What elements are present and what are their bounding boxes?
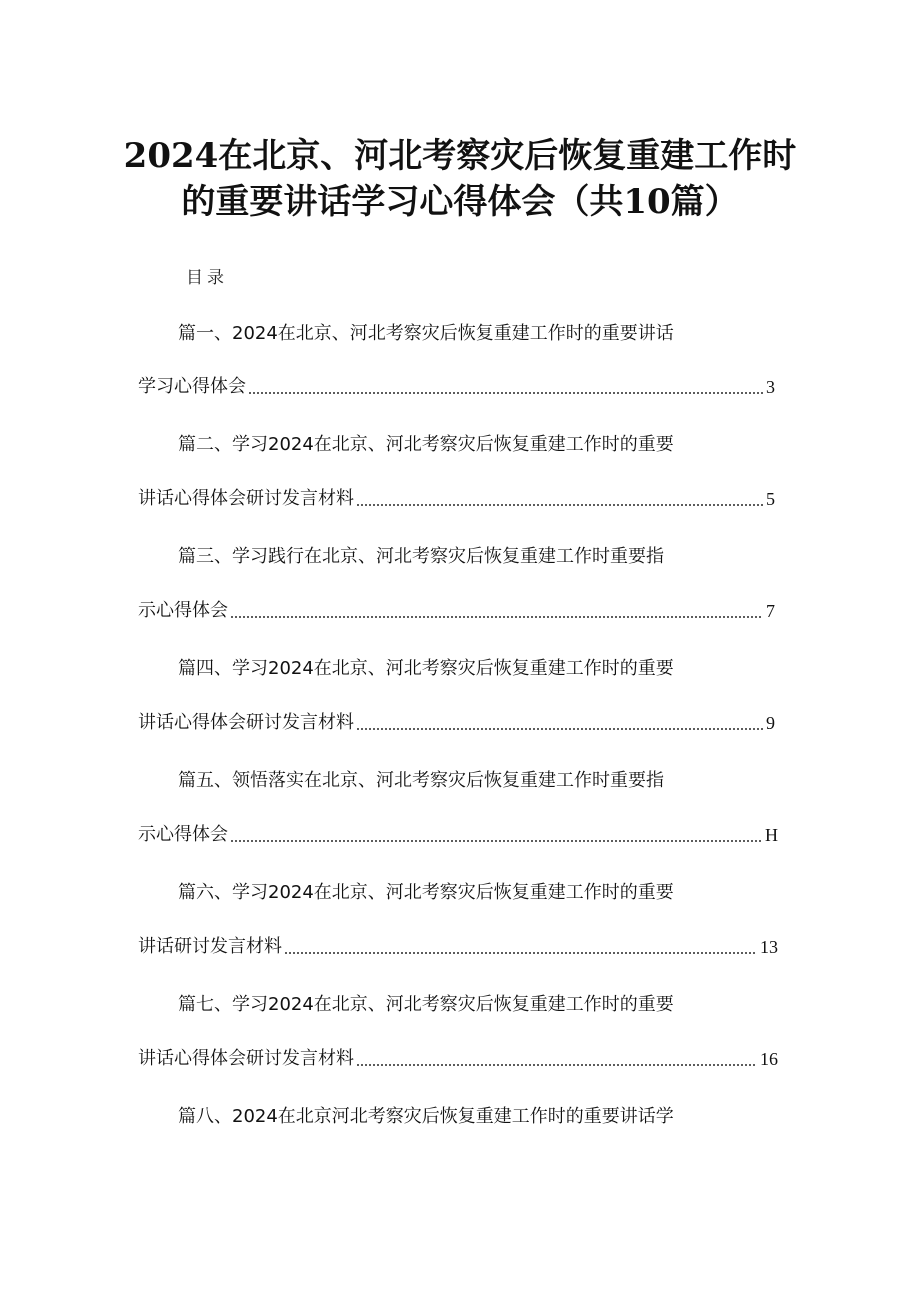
- toc-entry-3-line-2[interactable]: [138, 598, 778, 624]
- toc-entry-7-text: 讲话心得体会研讨发言材料: [138, 1048, 354, 1069]
- toc-entry-4-text: 讲话心得体会研讨发言材料: [138, 712, 354, 733]
- toc-entry-2-line-1[interactable]: 篇二、学习2024在北京、河北考察灾后恢复重建工作时的重要: [178, 434, 674, 455]
- toc-entry-6-line-1[interactable]: 篇六、学习2024在北京、河北考察灾后恢复重建工作时的重要: [178, 882, 674, 903]
- toc-entry-5-page-number: H: [765, 825, 778, 845]
- toc-entry-5-line-1[interactable]: 篇五、领悟落实在北京、河北考察灾后恢复重建工作时重要指: [178, 770, 664, 791]
- toc-entry-1-line-2[interactable]: [138, 374, 778, 400]
- toc-dot-leader: [356, 504, 763, 506]
- toc-dot-leader: [356, 728, 763, 730]
- toc-entry-7-line-2[interactable]: [138, 1046, 778, 1072]
- toc-heading: 目录: [186, 268, 228, 288]
- toc-entry-3-page-number: 7: [766, 601, 775, 621]
- toc-entry-6-page-number: 13: [760, 937, 778, 957]
- toc-entry-5-line-2[interactable]: [138, 822, 778, 848]
- toc-dot-leader: [284, 952, 757, 954]
- toc-entry-6-text: 讲话研讨发言材料: [138, 936, 282, 957]
- toc-entry-7-page-number: 16: [760, 1049, 778, 1069]
- document-title-line-1: 2024在北京、河北考察灾后恢复重建工作时: [123, 136, 797, 176]
- toc-dot-leader: [248, 392, 763, 394]
- toc-entry-7-line-1[interactable]: 篇七、学习2024在北京、河北考察灾后恢复重建工作时的重要: [178, 994, 674, 1015]
- toc-entry-1-text: 学习心得体会: [138, 376, 246, 397]
- toc-entry-4-line-2[interactable]: [138, 710, 778, 736]
- toc-entry-4-page-number: 9: [766, 713, 775, 733]
- toc-entry-2-page-number: 5: [766, 489, 775, 509]
- toc-entry-3-line-1[interactable]: 篇三、学习践行在北京、河北考察灾后恢复重建工作时重要指: [178, 546, 664, 567]
- toc-entry-2-text: 讲话心得体会研讨发言材料: [138, 488, 354, 509]
- toc-entry-6-line-2[interactable]: [138, 934, 778, 960]
- toc-dot-leader: [356, 1064, 757, 1066]
- toc-entry-4-line-1[interactable]: 篇四、学习2024在北京、河北考察灾后恢复重建工作时的重要: [178, 658, 674, 679]
- toc-entry-3-text: 示心得体会: [138, 600, 228, 621]
- toc-entry-2-line-2[interactable]: [138, 486, 778, 512]
- toc-dot-leader: [230, 840, 762, 842]
- toc-entry-5-text: 示心得体会: [138, 824, 228, 845]
- toc-dot-leader: [230, 616, 763, 618]
- toc-entry-1-line-1[interactable]: 篇一、2024在北京、河北考察灾后恢复重建工作时的重要讲话: [178, 323, 674, 344]
- toc-entry-1-page-number: 3: [766, 377, 775, 397]
- toc-entry-8-line-1[interactable]: 篇八、2024在北京河北考察灾后恢复重建工作时的重要讲话学: [178, 1106, 674, 1127]
- document-title-line-2: 的重要讲话学习心得体会（共10篇）: [181, 182, 739, 222]
